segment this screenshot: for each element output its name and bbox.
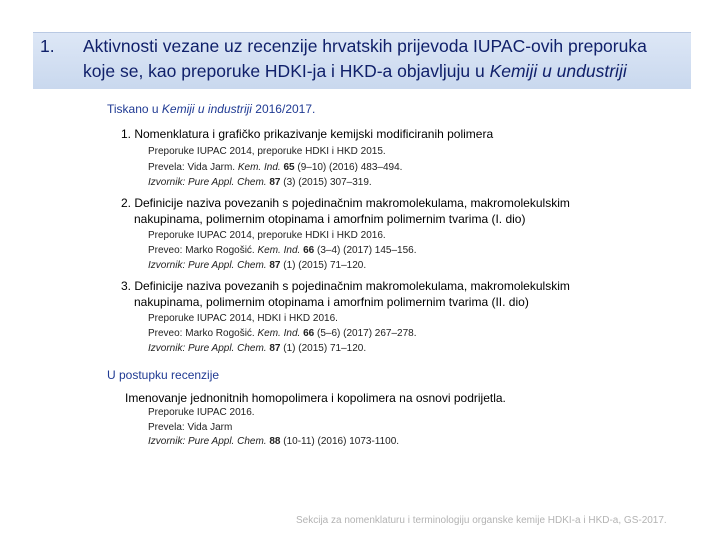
item-2-title: 2. Definicije naziva povezanih s pojedinačnim makromolekulama, makromolekulskim <box>121 196 570 210</box>
item-3-title-cont: nakupinama, polimernim otopinama i amorfnim polimernim tvarima (II. dio) <box>134 295 529 309</box>
title-number: 1. <box>40 36 55 56</box>
item-3-translator: Preveo: Marko Rogošić. Kem. Ind. 66 (5–6) (2017) 267–278. <box>148 328 417 339</box>
published-heading: Tiskano u Kemiji u industriji 2016/2017. <box>107 102 316 116</box>
title-text-line1: Aktivnosti vezane uz recenzije hrvatskih prijevoda IUPAC-ovih preporuka <box>83 36 647 56</box>
item-1-title: 1. Nomenklatura i grafičko prikazivanje kemijski modificiranih polimera <box>121 127 494 141</box>
slide-title-line2 <box>83 61 627 82</box>
title-text-line2: koje se, kao preporuke HDKI-ja i HKD-a objavljuju u <box>83 61 490 81</box>
item-3-recommendation: Preporuke IUPAC 2014, HDKI i HKD 2016. <box>148 313 338 324</box>
in-review-heading: U postupku recenzije <box>107 368 220 382</box>
item-2-translator: Preveo: Marko Rogošić. Kem. Ind. 66 (3–4) (2017) 145–156. <box>148 245 417 256</box>
in-review-translator: Prevela: Vida Jarm <box>148 422 233 433</box>
item-2-source: Izvornik: Pure Appl. Chem. 87 (1) (2015) 71–120. <box>148 260 367 271</box>
in-review-title: Imenovanje jednonitnih homopolimera i kopolimera na osnovi podrijetla. <box>125 391 506 405</box>
item-3-title: 3. Definicije naziva povezanih s pojedinačnim makromolekulama, makromolekulskim <box>121 279 570 293</box>
title-journal-name: Kemiji u undustriji <box>489 61 627 81</box>
item-1-translator: Prevela: Vida Jarm. Kem. Ind. 65 (9–10) (2016) 483–494. <box>148 162 403 173</box>
in-review-recommendation: Preporuke IUPAC 2016. <box>148 407 255 418</box>
in-review-source: Izvornik: Pure Appl. Chem. 88 (10-11) (2016) 1073-1100. <box>148 436 400 447</box>
item-3-source: Izvornik: Pure Appl. Chem. 87 (1) (2015) 71–120. <box>148 343 367 354</box>
slide-footer: Sekcija za nomenklaturu i terminologiju organske kemije HDKI-a i HKD-a, GS-2017. <box>296 515 667 526</box>
slide-title-line1 <box>40 36 647 57</box>
item-1-source: Izvornik: Pure Appl. Chem. 87 (3) (2015) 307–319. <box>148 177 372 188</box>
item-1-recommendation: Preporuke IUPAC 2014, preporuke HDKI i HKD 2015. <box>148 146 386 157</box>
item-2-recommendation: Preporuke IUPAC 2014, preporuke HDKI i HKD 2016. <box>148 230 386 241</box>
item-2-title-cont: nakupinama, polimernim otopinama i amorfnim polimernim tvarima (I. dio) <box>134 212 526 226</box>
